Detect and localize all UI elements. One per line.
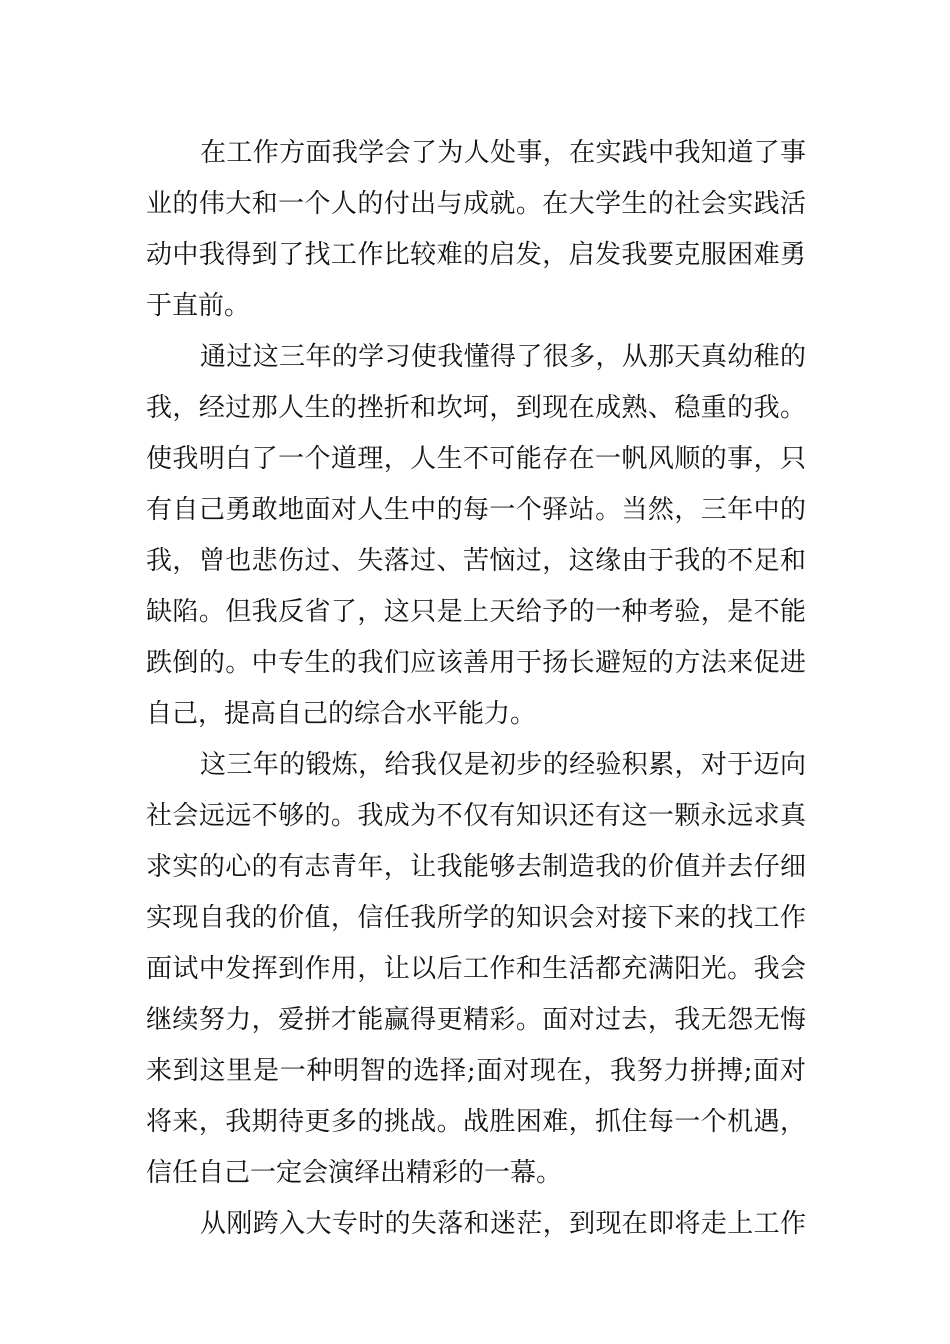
paragraph-line: 业的伟大和一个人的付出与成就。在大学生的社会实践活 [146,189,806,219]
paragraph-line: 信任自己一定会演绎出精彩的一幕。 [146,1158,563,1188]
paragraph-4 [146,1199,806,1250]
paragraph-1 [146,128,806,332]
paragraph-line: 动中我得到了找工作比较难的启发，启发我要克服困难勇 [146,240,806,270]
paragraph-line: 我，经过那人生的挫折和坎坷，到现在成熟、稳重的我。 [146,393,806,423]
paragraph-line: 实现自我的价值，信任我所学的知识会对接下来的找工作 [146,903,806,933]
paragraph-line: 有自己勇敢地面对人生中的每一个驿站。当然，三年中的 [146,495,806,525]
paragraph-line: 面试中发挥到作用，让以后工作和生活都充满阳光。我会 [146,954,806,984]
paragraph-line: 使我明白了一个道理，人生不可能存在一帆风顺的事，只 [146,444,806,474]
paragraph-2 [146,332,806,740]
paragraph-line: 自己，提高自己的综合水平能力。 [146,699,537,729]
paragraph-line: 从刚跨入大专时的失落和迷茫，到现在即将走上工作 [200,1209,806,1239]
paragraph-line: 求实的心的有志青年，让我能够去制造我的价值并去仔细 [146,852,806,882]
paragraph-line: 缺陷。但我反省了，这只是上天给予的一种考验，是不能 [146,597,806,627]
paragraph-line: 继续努力，爱拼才能赢得更精彩。面对过去，我无怨无悔 [146,1005,806,1035]
paragraph-line: 我，曾也悲伤过、失落过、苦恼过，这缘由于我的不足和 [146,546,806,576]
paragraph-3 [146,740,806,1199]
paragraph-line: 社会远远不够的。我成为不仅有知识还有这一颗永远求真 [146,801,806,831]
paragraph-line: 通过这三年的学习使我懂得了很多，从那天真幼稚的 [200,342,806,372]
paragraph-line: 于直前。 [146,291,251,321]
paragraph-line: 将来，我期待更多的挑战。战胜困难，抓住每一个机遇， [146,1107,806,1137]
paragraph-line: 在工作方面我学会了为人处事，在实践中我知道了事 [200,138,806,168]
paragraph-line: 跌倒的。中专生的我们应该善用于扬长避短的方法来促进 [146,648,806,678]
paragraph-line: 这三年的锻炼，给我仅是初步的经验积累，对于迈向 [200,750,806,780]
paragraph-line: 来到这里是一种明智的选择;面对现在，我努力拼搏;面对 [146,1056,806,1086]
document-body [146,128,806,1250]
